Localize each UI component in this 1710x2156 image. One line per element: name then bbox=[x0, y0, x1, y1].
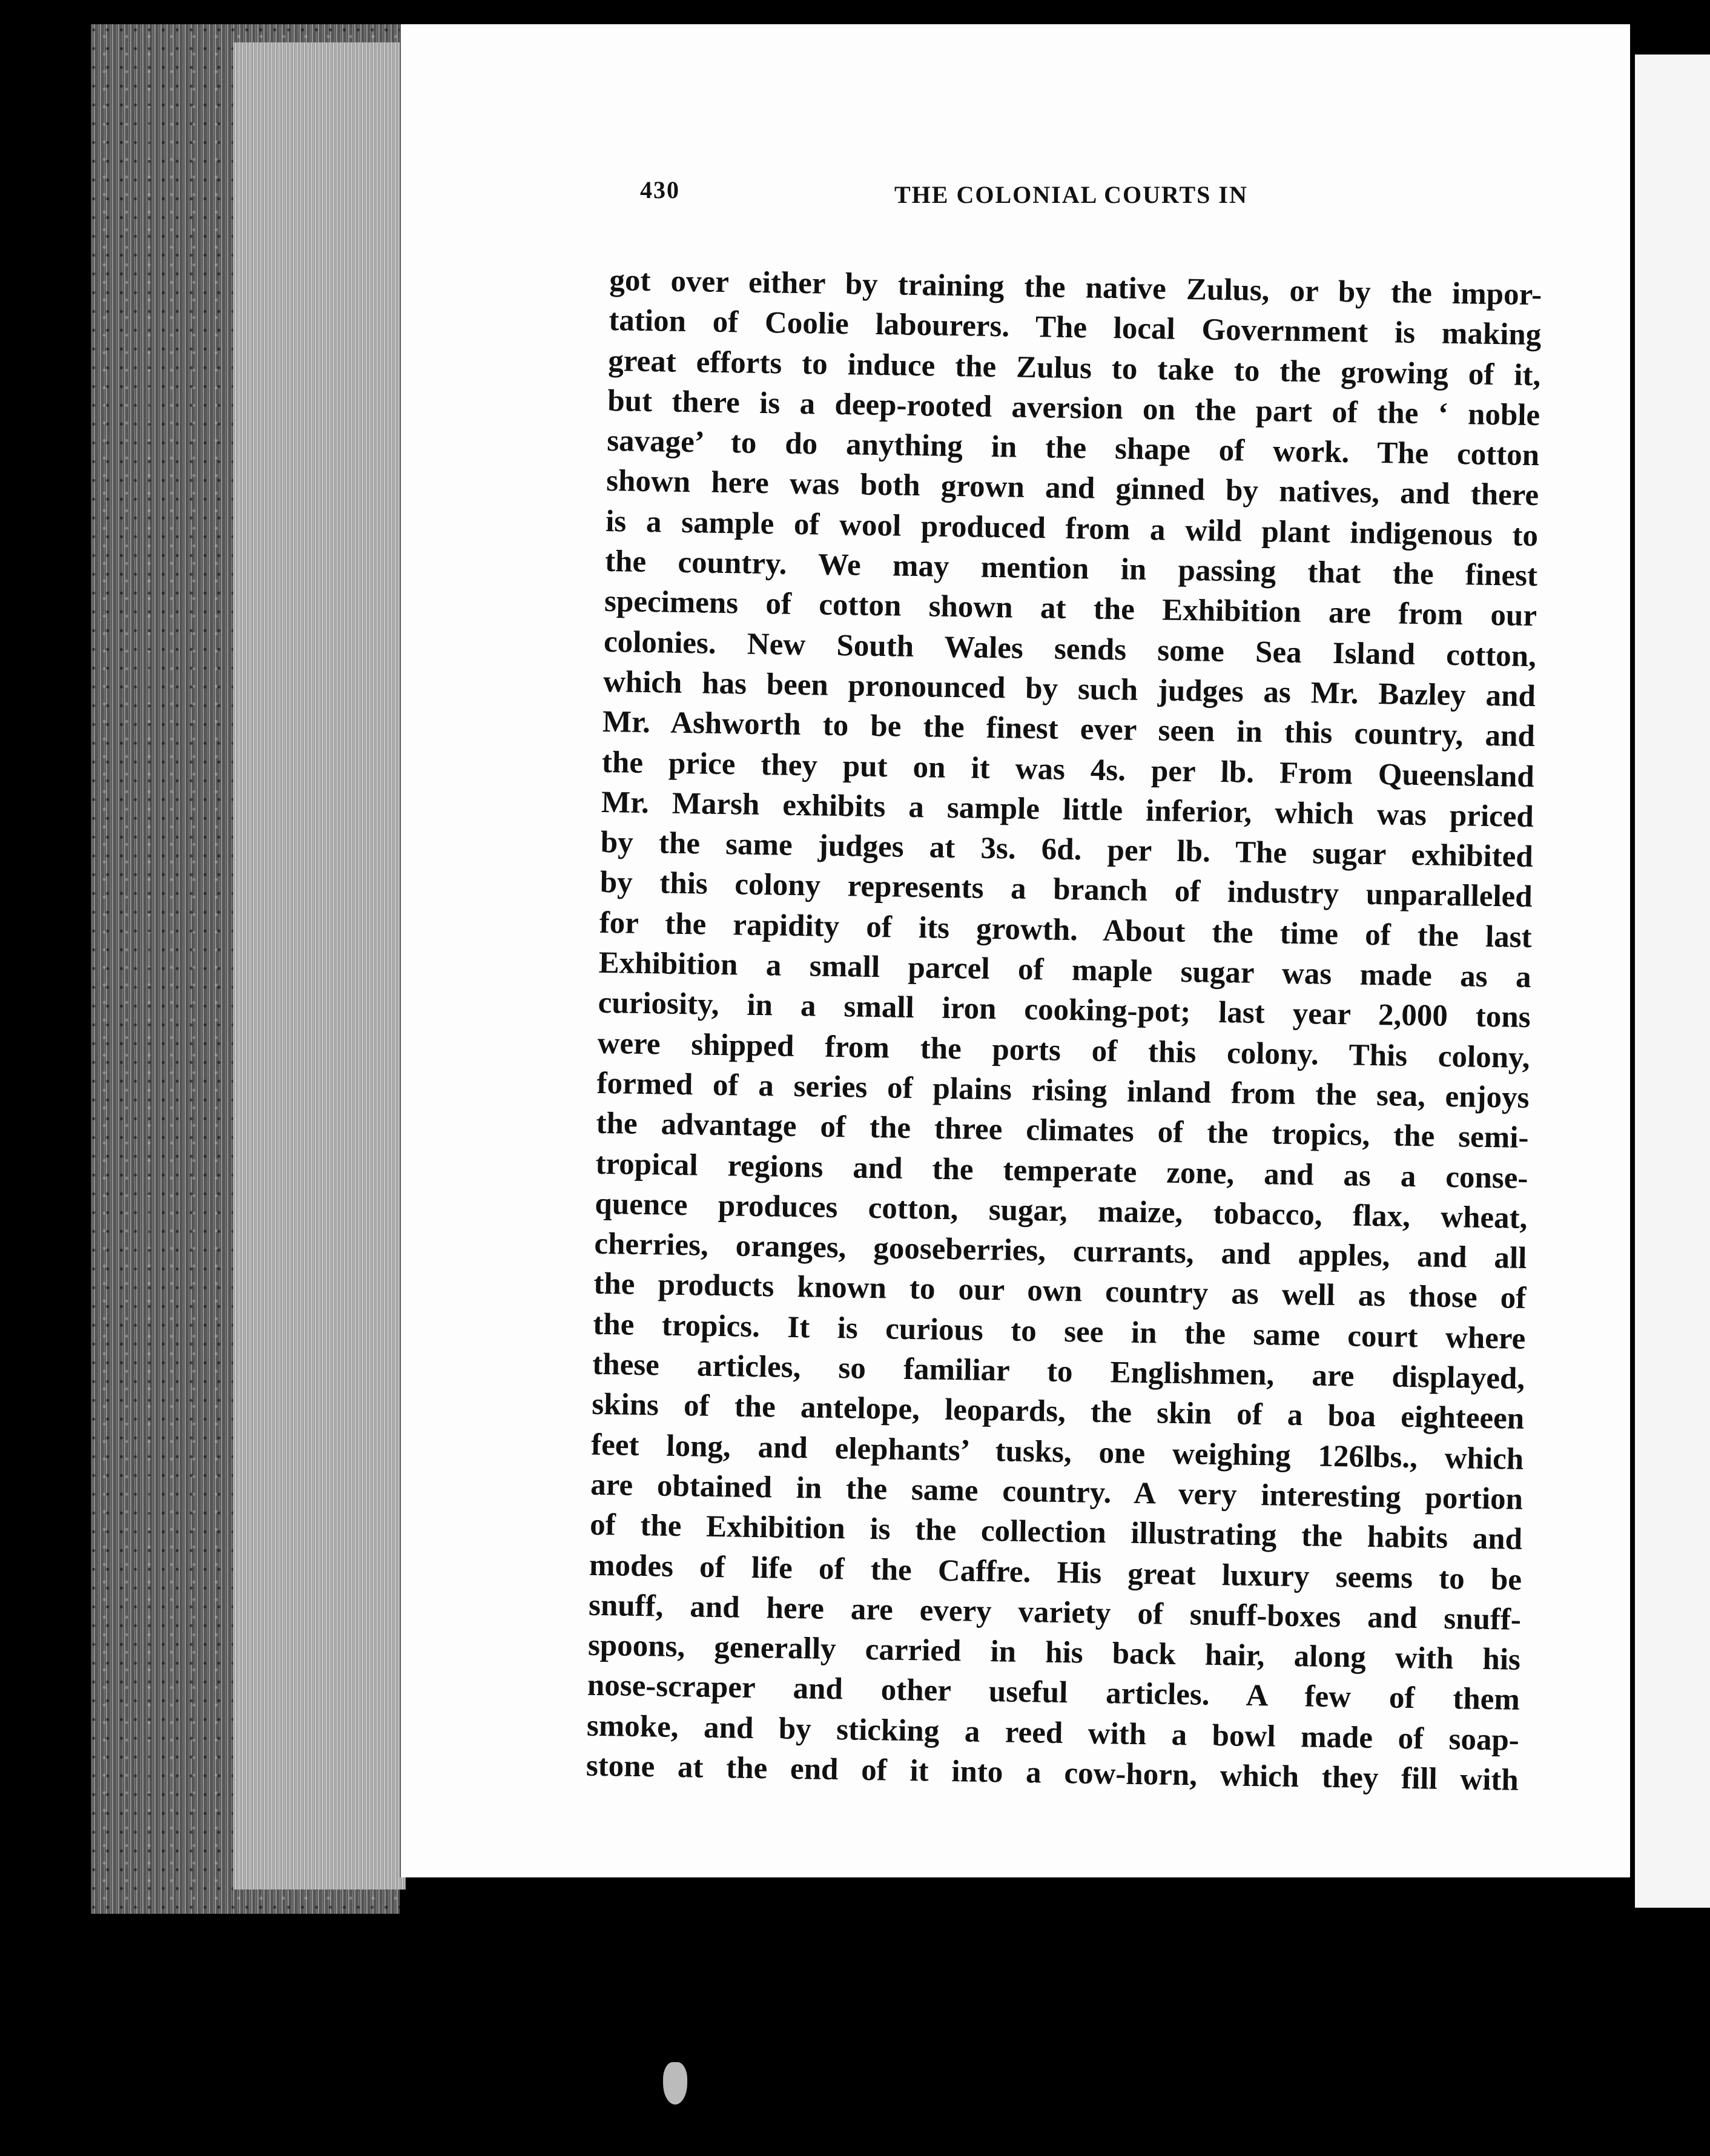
facing-page-sliver bbox=[1635, 55, 1710, 1908]
text-line: is a sample of wool produced from a wild plant indigenous to bbox=[605, 504, 1539, 553]
text-line: the country. We may mention in passing that the finest bbox=[604, 544, 1538, 594]
scan-artifact bbox=[663, 2062, 687, 2105]
text-line: nose-scraper and other useful articles. A few of them bbox=[587, 1668, 1520, 1718]
text-line: specimens of cotton shown at the Exhibition are from our bbox=[604, 584, 1537, 633]
text-line: the tropics. It is curious to see in the same court where bbox=[592, 1307, 1526, 1356]
text-line: quence produces cotton, sugar, maize, tobacco, flax, wheat, bbox=[595, 1186, 1528, 1235]
text-line: tropical regions and the temperate zone, and as a conse- bbox=[595, 1146, 1528, 1195]
text-line: the products known to our own country as well as those of bbox=[593, 1267, 1527, 1316]
page-stack-edges bbox=[233, 42, 406, 1890]
text-line: got over either by training the native Zulus, or by the impor- bbox=[609, 263, 1542, 312]
text-line: tation of Coolie labourers. The local Government is making bbox=[609, 303, 1542, 352]
text-line: shown here was both grown and ginned by natives, and there bbox=[606, 464, 1539, 513]
text-line: these articles, so familiar to Englishmen, are displayed, bbox=[592, 1347, 1525, 1396]
text-line: by this colony represents a branch of industry unparalleled bbox=[599, 865, 1533, 914]
running-title: THE COLONIAL COURTS IN bbox=[894, 181, 1248, 208]
text-line: but there is a deep-rooted aversion on the part of the ‘ noble bbox=[607, 383, 1540, 433]
page-number: 430 bbox=[640, 176, 680, 203]
text-line: which has been pronounced by such judges as Mr. Bazley and bbox=[602, 664, 1536, 714]
book-page bbox=[400, 24, 1630, 1877]
text-line: savage’ to do anything in the shape of work. The cotton bbox=[606, 424, 1540, 473]
text-line: the advantage of the three climates of the tropics, the semi- bbox=[596, 1106, 1529, 1156]
text-line: of the Exhibition is the collection illustrating the habits and bbox=[589, 1507, 1523, 1557]
text-line: modes of life of the Caffre. His great luxury seems to be bbox=[589, 1548, 1522, 1597]
text-line: feet long, and elephants’ tusks, one weighing 126lbs., which bbox=[590, 1427, 1524, 1476]
text-line: by the same judges at 3s. 6d. per lb. The sugar exhibited bbox=[600, 825, 1534, 875]
text-line: skins of the antelope, leopards, the skin of a boa eighteeen bbox=[591, 1387, 1525, 1437]
text-line: great efforts to induce the Zulus to take to the growing of it, bbox=[607, 343, 1541, 392]
body-text bbox=[586, 260, 1542, 1801]
text-line: Exhibition a small parcel of maple sugar was made as a bbox=[598, 945, 1532, 995]
text-line: snuff, and here are every variety of snuff-boxes and snuff- bbox=[588, 1588, 1522, 1637]
text-line: formed of a series of plains rising inland from the sea, enjoys bbox=[596, 1066, 1530, 1115]
text-line: colonies. New South Wales sends some Sea Island cotton, bbox=[603, 624, 1537, 673]
text-line: curiosity, in a small iron cooking-pot; last year 2,000 tons bbox=[598, 986, 1531, 1035]
text-line: the price they put on it was 4s. per lb. From Queensland bbox=[601, 745, 1535, 794]
text-line: stone at the end of it into a cow-horn, which they fill with bbox=[586, 1748, 1519, 1797]
text-line: were shipped from the ports of this colony. This colony, bbox=[597, 1026, 1530, 1075]
text-line: are obtained in the same country. A very interesting portion bbox=[590, 1467, 1523, 1516]
text-line: spoons, generally carried in his back hair, along with his bbox=[587, 1628, 1521, 1677]
text-line: smoke, and by sticking a reed with a bowl made of soap- bbox=[586, 1708, 1520, 1758]
text-line: Mr. Marsh exhibits a sample little inferior, which was priced bbox=[601, 785, 1534, 834]
text-line: cherries, oranges, gooseberries, currants, and apples, and all bbox=[594, 1226, 1527, 1276]
text-line: Mr. Ashworth to be the finest ever seen in this country, and bbox=[602, 705, 1536, 754]
text-line: for the rapidity of its growth. About the time of the last bbox=[599, 905, 1533, 954]
